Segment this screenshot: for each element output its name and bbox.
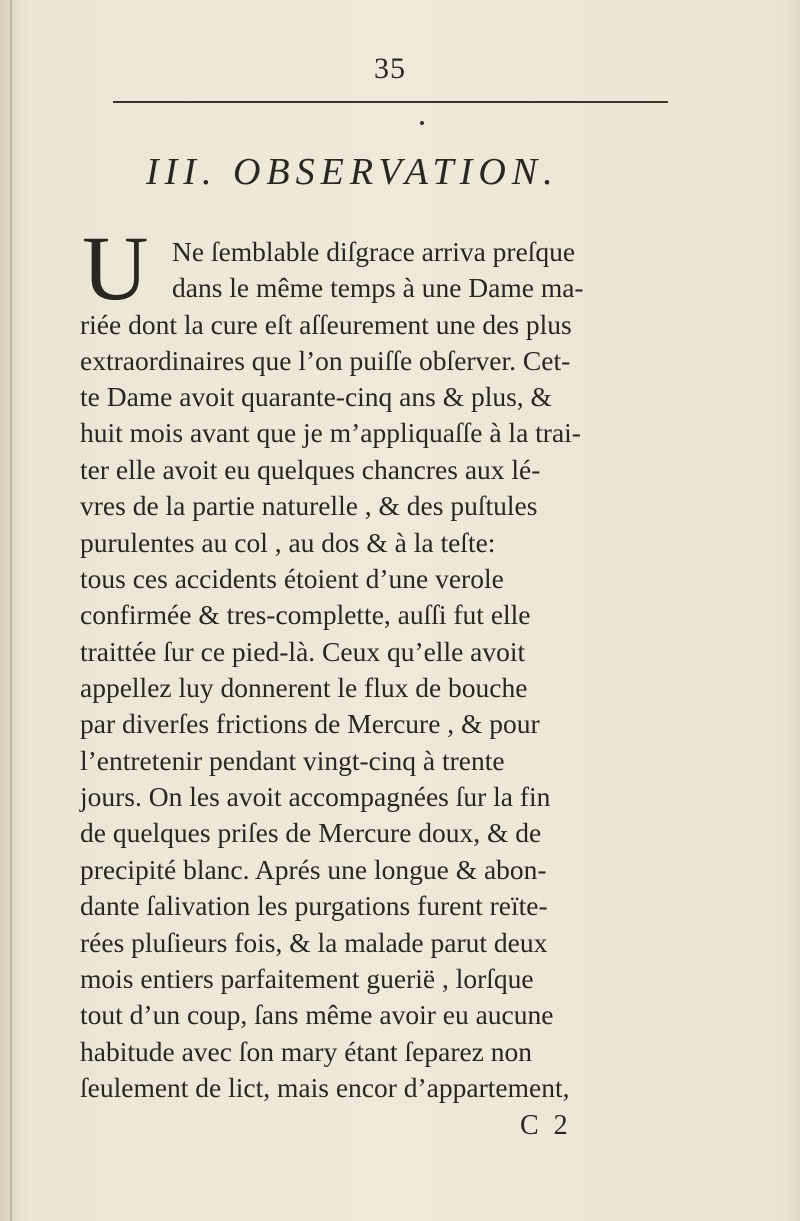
text-line-13: appellez luy donnerent le flux de bouche: [80, 672, 528, 703]
text-line-20: rées pluſieurs fois, & la malade parut deux: [80, 927, 548, 958]
text-line-3: riée dont la cure eſt aſſeurement une des plus: [80, 309, 572, 340]
page-number: 35: [374, 52, 406, 85]
text-line-17: de quelques priſes de Mercure doux, & de: [80, 817, 542, 848]
catchword: C 2: [520, 1110, 572, 1141]
text-line-11: confirmée & tres-complette, auſſi fut elle: [80, 599, 531, 630]
text-line-4: extraordinaires que l’on puiſſe obſerver. Cet-: [80, 345, 571, 376]
text-line-18: precipité blanc. Aprés une longue & abon-: [80, 854, 547, 885]
text-line-24: ſeulement de lict, mais encor d’appartement,: [80, 1072, 570, 1103]
text-line-7: ter elle avoit eu quelques chancres aux lé-: [80, 454, 541, 485]
gutter-edge: [10, 0, 12, 1221]
text-line-14: par diverſes frictions de Mercure , & pour: [80, 708, 540, 739]
text-line-16: jours. On les avoit accompagnées ſur la fin: [80, 781, 551, 812]
text-line-21: mois entiers parfaitement guerië , lorſque: [80, 963, 534, 994]
text-line-5: te Dame avoit quarante-cinq ans & plus, &: [80, 381, 552, 412]
text-line-6: huit mois avant que je m’appliquaſſe à la trai-: [80, 417, 581, 448]
text-line-12: traittée ſur ce pied-là. Ceux qu’elle avoit: [80, 636, 526, 667]
text-line-15: l’entretenir pendant vingt-cinq à trente: [80, 745, 505, 776]
text-line-8: vres de la partie naturelle , & des puſtules: [80, 490, 538, 521]
drop-cap: U: [82, 217, 149, 319]
text-line-19: dante ſalivation les purgations furent reïte-: [80, 890, 548, 921]
text-line-10: tous ces accidents étoient d’une verole: [80, 563, 504, 594]
text-line-1: Ne ſemblable diſgrace arriva preſque: [172, 236, 576, 267]
ornament-dot: [420, 121, 424, 125]
text-line-23: habitude avec ſon mary étant ſeparez non: [80, 1036, 533, 1067]
section-heading: III. OBSERVATION.: [146, 151, 559, 193]
text-line-9: purulentes au col , au dos & à la teſte:: [80, 527, 496, 558]
text-line-2: dans le même temps à une Dame ma-: [172, 272, 584, 303]
header-rule: [113, 101, 668, 103]
text-line-22: tout d’un coup, ſans même avoir eu aucune: [80, 999, 554, 1030]
